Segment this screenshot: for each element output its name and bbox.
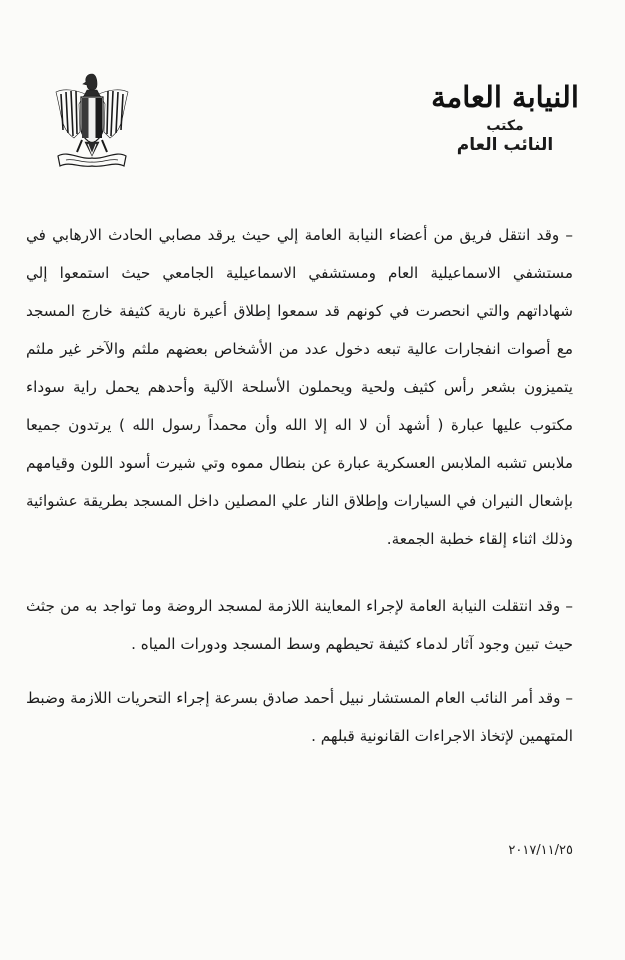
letterhead xyxy=(415,80,595,156)
statement-paragraph-3: – وقد أمر النائب العام المستشار نبيل أحمد صادق بسرعة إجراء التحريات اللازمة وضبط المتهمين لإتخاذ الاجراءات القانونية قبلهم . xyxy=(26,689,573,746)
statement-paragraph-2: – وقد انتقلت النيابة العامة لإجراء المعاينة اللازمة لمسجد الروضة وما تواجد به من جثث حيث تبين وجود آثار لدماء كثيفة تحيطهم وسط المسجد ودورات المياه . xyxy=(26,597,573,654)
institution-title: النيابة العامة xyxy=(431,80,579,114)
eagle-emblem-icon xyxy=(52,70,132,175)
document-date: ٢٠١٧/١١/٢٥ xyxy=(508,843,573,858)
office-label: مكتب xyxy=(486,118,524,134)
office-name: النائب العام xyxy=(456,135,554,155)
statement-paragraph-1: – وقد انتقل فريق من أعضاء النيابة العامة إلي حيث يرقد مصابي الحادث الارهابي في مستشفي الاسماعيلية العام ومستشفي الاسماعيلية الجامعي حيث استمعوا إلي شهاداتهم والتي انحصرت في كونهم قد سمعوا إطلاق أعيرة نارية كثيفة خارج المسجد مع أصوات انفجارات عالية تبعه دخول عدد من الأشخاص بعضهم ملثم والآخر غير ملثم يتميزون بشعر رأس كثيف ولحية ويحملون الأسلحة الآلية وأحدهم يحمل راية سوداء مكتوب عليها عبارة ( أشهد أن لا اله إلا الله وأن محمداً رسول الله ) يرتدون جميعا ملابس تشبه الملابس العسكرية عبارة عن بنطال مموه وتي شيرت أسود اللون وقيامهم بإشعال النيران في السيارات وإطلاق النار علي المصلين داخل المسجد بطريقة عشوائية وذلك اثناء إلقاء خطبة الجمعة. xyxy=(26,226,573,549)
